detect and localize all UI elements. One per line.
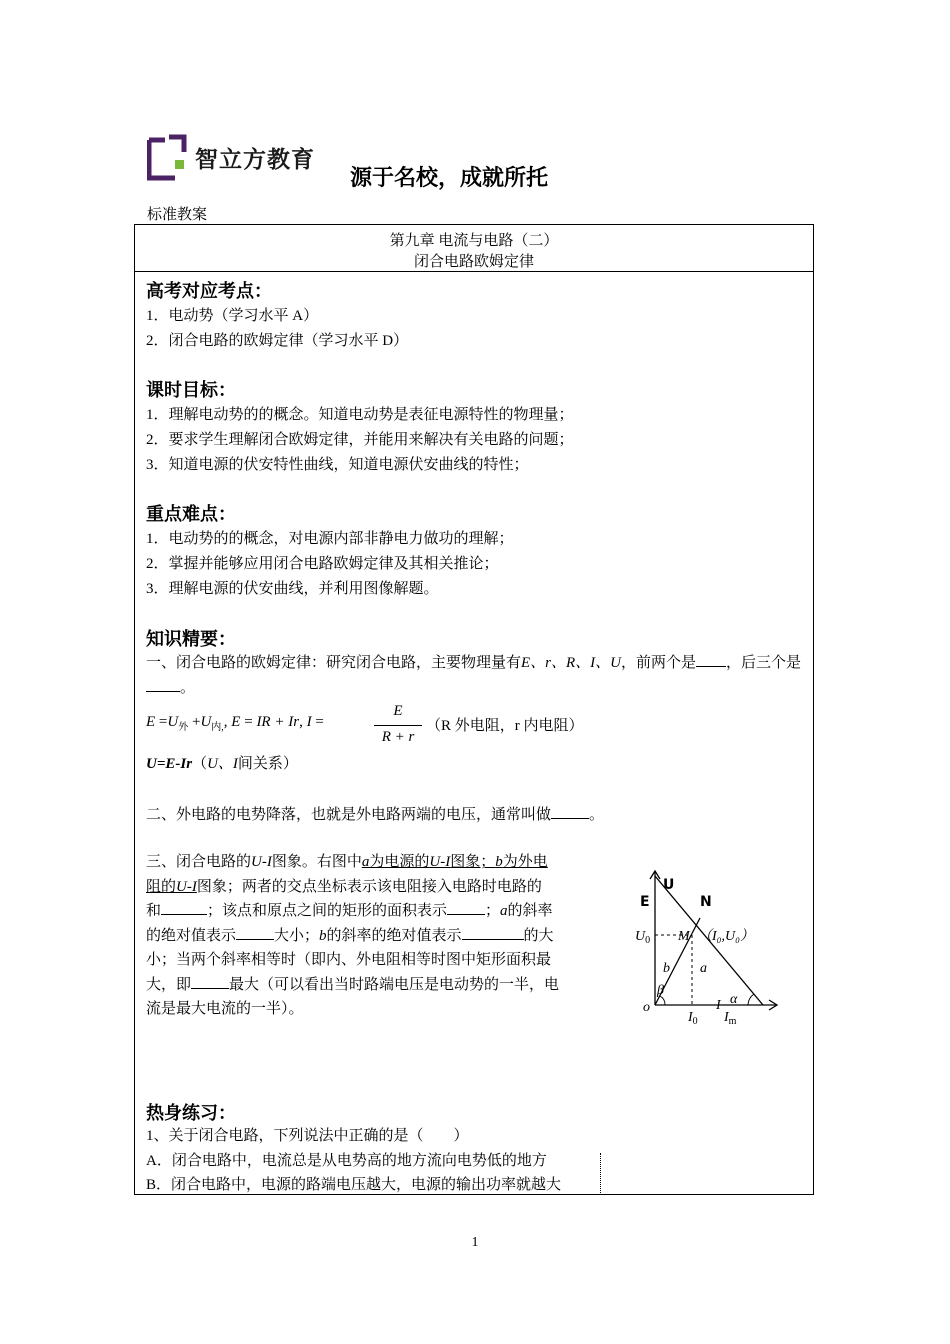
label-n: N	[700, 894, 712, 910]
fraction-numerator: E	[393, 703, 403, 719]
fill-blank[interactable]	[462, 925, 524, 940]
label-b: b	[663, 961, 670, 976]
variables: E、r、R、I、U	[521, 655, 622, 671]
text: ，前两个是	[621, 655, 697, 671]
formula-symbol: ,	[223, 714, 228, 730]
label-u0: $U_0$	[635, 929, 651, 946]
label-coord: （I₀,U₀）	[698, 929, 755, 944]
exam-point-item: 2．闭合电路的欧姆定律（学习水平 D）	[146, 333, 409, 349]
text: b	[319, 927, 327, 944]
text: 的斜率的绝对值表示	[326, 927, 462, 944]
formula-note: （R 外电阻，r 内电阻）	[426, 718, 584, 734]
text: 的绝对值表示	[146, 927, 237, 944]
text: ；	[485, 903, 501, 919]
text: 大小；	[274, 927, 320, 944]
fill-blank[interactable]	[447, 900, 485, 915]
ui-graph	[630, 862, 785, 1030]
text: 流是最大电流的一半）。	[146, 1001, 304, 1017]
logo-icon	[147, 134, 187, 181]
formula-symbol: =	[158, 714, 168, 730]
text: ，后三个是	[726, 655, 802, 671]
alpha-arc	[748, 994, 754, 1005]
option-a: A．闭合电路中，电流总是从电势高的地方流向电势低的地方	[146, 1153, 547, 1169]
key-point-item: 3．理解电源的伏安曲线，并利用图像解题。	[146, 581, 439, 597]
label-i0: $I_0$	[688, 1010, 698, 1027]
formula-subscript: 外	[178, 722, 189, 733]
formula-subscript: 内,	[211, 722, 224, 733]
text: 。	[180, 679, 196, 696]
slogan: 源于名校，成就所托	[350, 166, 549, 191]
page-number: 1	[471, 1235, 479, 1250]
question-1: 1、关于闭合电路，下列说法中正确的是（ ）	[146, 1128, 469, 1144]
document-type: 标准教案	[147, 207, 208, 223]
text: U-I	[176, 878, 197, 895]
key-point-item: 1．电动势的的概念，对电源内部非静电力做功的理解；	[146, 531, 514, 547]
text: 图象。右图中	[271, 854, 362, 870]
fraction-bar	[374, 725, 422, 726]
text: 间关系）	[237, 756, 298, 772]
text: U-I	[429, 854, 451, 870]
exam-points-heading: 高考对应考点：	[146, 281, 272, 302]
formula-symbol: ,	[299, 714, 303, 730]
text: 最大（可以看出当时路端电压是电动势的一半，电	[229, 976, 560, 993]
text-line	[146, 948, 616, 973]
formula-symbol: I	[306, 714, 312, 730]
text: 阻的	[146, 878, 177, 895]
fill-blank[interactable]	[146, 677, 180, 692]
text: 图象；	[450, 854, 496, 870]
text: a	[500, 903, 508, 919]
relation-formula: U=E-Ir	[146, 756, 193, 772]
text: 的斜率	[507, 903, 553, 919]
label-a: a	[700, 961, 707, 976]
text: 大，即	[146, 976, 192, 993]
formula-symbol: U	[200, 714, 212, 730]
text: 小；当两个斜率相等时（即内、外电阻相等时图中矩形面积最	[146, 952, 552, 968]
goal-item: 1．理解电动势的的概念。知道电动势是表征电源特性的物理量；	[146, 407, 574, 423]
option-b: B．闭合电路中，电源的路端电压越大，电源的输出功率就越大	[146, 1177, 562, 1193]
text: b	[495, 854, 503, 870]
goal-item: 2．要求学生理解闭合欧姆定律，并能用来解决有关电路的问题；	[146, 432, 574, 448]
text: 和	[146, 903, 162, 919]
title-divider	[134, 271, 814, 272]
goal-item: 3．知道电源的伏安特性曲线，知道电源伏安曲线的特性；	[146, 457, 529, 473]
text-line	[146, 875, 616, 900]
label-alpha: α	[730, 992, 738, 1007]
text-cursor-mark	[600, 1153, 601, 1193]
topic-title: 闭合电路欧姆定律	[413, 254, 534, 270]
label-im: $I_m$	[724, 1010, 737, 1027]
label-i: I	[716, 998, 721, 1013]
ohm-formula	[146, 703, 786, 749]
text-line	[146, 850, 616, 875]
label-beta: β	[657, 983, 664, 998]
label-e: E	[640, 894, 650, 910]
text: 三、闭合电路的	[146, 854, 252, 870]
variables: U、I	[207, 756, 238, 772]
text: a	[361, 854, 370, 870]
key-point-item: 2．掌握并能够应用闭合电路欧姆定律及其相关推论；	[146, 556, 499, 572]
text-line	[146, 997, 616, 1022]
key-points-heading: 重点难点：	[146, 504, 236, 525]
chapter-title: 第九章 电流与电路（二）	[389, 233, 559, 249]
fill-blank[interactable]	[236, 925, 274, 940]
text: U-I	[251, 854, 272, 870]
formula-symbol: +	[191, 714, 201, 730]
text: 为电源的	[369, 854, 430, 870]
ui-graph-paragraph	[146, 850, 616, 1022]
text: 。	[589, 807, 605, 823]
text: 的大	[523, 927, 554, 944]
text: 一、闭合电路的欧姆定律：研究闭合电路，主要物理量有	[146, 655, 522, 671]
formula-symbol: U	[167, 714, 179, 730]
label-u: U	[663, 877, 675, 893]
label-o: o	[643, 1000, 650, 1015]
knowledge-heading: 知识精要：	[146, 629, 236, 650]
fill-blank[interactable]	[551, 804, 589, 819]
text: 为外电	[502, 854, 548, 870]
brand-name: 智立方教育	[195, 147, 315, 173]
goals-heading: 课时目标：	[146, 380, 236, 401]
fill-blank[interactable]	[161, 900, 207, 915]
text-line	[146, 973, 616, 998]
fraction-denominator: R + r	[381, 729, 415, 745]
fill-blank[interactable]	[696, 652, 726, 667]
label-m: M	[678, 929, 690, 944]
text-line	[146, 924, 616, 949]
text: 二、外电路的电势降落，也就是外电路两端的电压，通常叫做	[146, 807, 552, 823]
fill-blank[interactable]	[191, 974, 229, 989]
text-line	[146, 899, 616, 924]
text: ；该点和原点之间的矩形的面积表示	[207, 903, 448, 919]
formula-symbol: E	[146, 714, 156, 730]
formula-symbol: IR + Ir	[256, 714, 300, 730]
text: （	[192, 756, 208, 772]
relation-line	[146, 752, 298, 773]
formula-symbol: =	[315, 714, 324, 730]
formula-symbol: =	[244, 714, 253, 730]
formula-symbol: E	[231, 714, 241, 730]
text: 图象；两者的交点坐标表示该电阻接入电路时电路的	[196, 878, 542, 895]
ohm-law-paragraph	[146, 651, 808, 700]
exam-point-item: 1．电动势（学习水平 A）	[146, 308, 319, 324]
warmup-heading: 热身练习：	[146, 1103, 236, 1124]
voltage-paragraph	[146, 803, 604, 824]
